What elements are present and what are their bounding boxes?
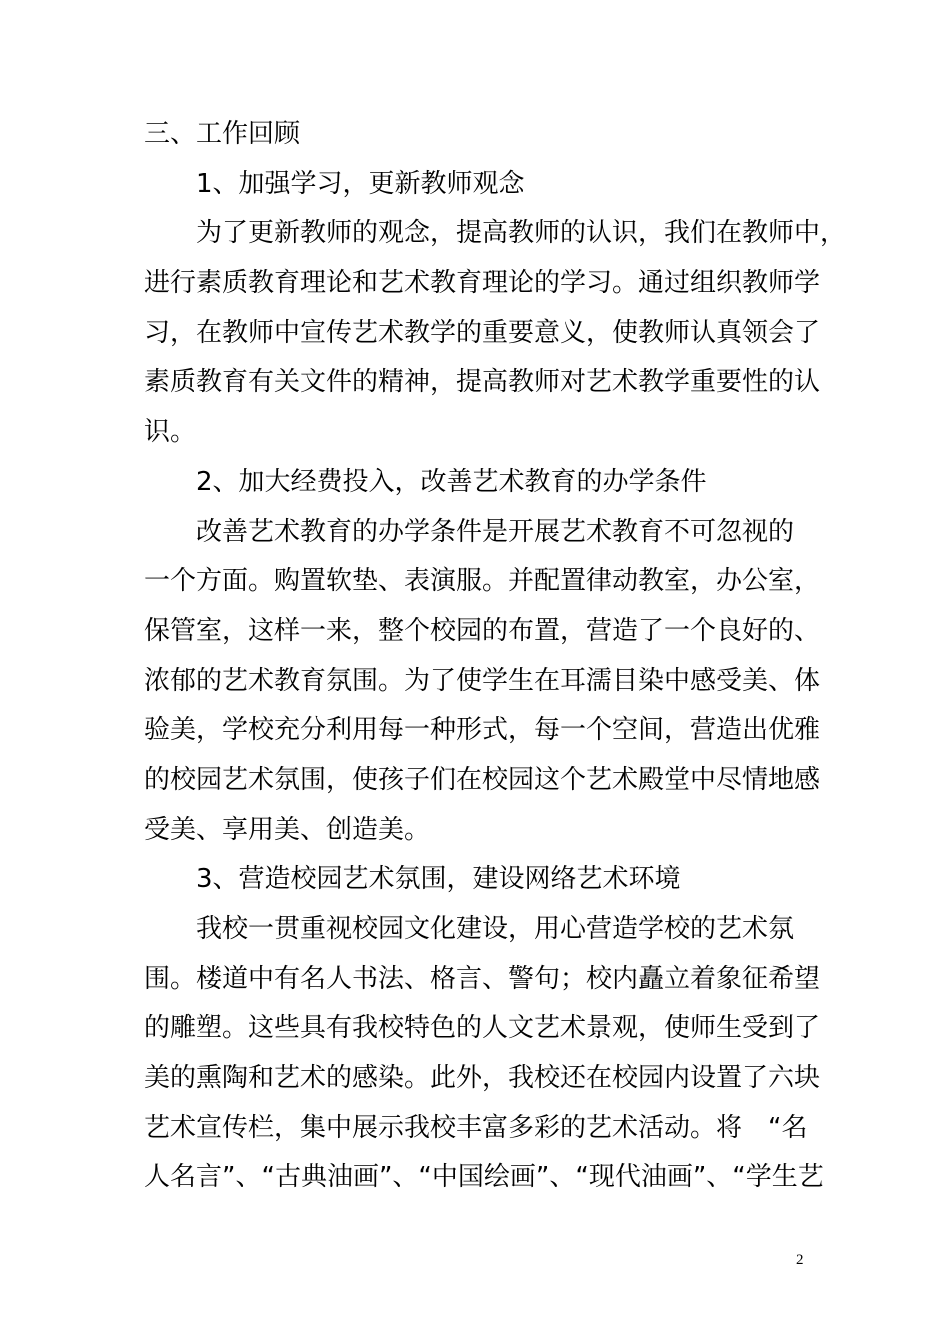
paragraph-line: 的雕塑。这些具有我校特色的人文艺术景观，使师生受到了 bbox=[144, 1013, 821, 1044]
paragraph-line: 进行素质教育理论和艺术教育理论的学习。通过组织教师学 bbox=[144, 268, 821, 299]
page-number: 2 bbox=[796, 1252, 804, 1268]
paragraph-line: 一个方面。购置软垫、表演服。并配置律动教室，办公室， bbox=[144, 566, 821, 597]
paragraph-line: 人名言”、“古典油画”、“中国绘画”、“现代油画”、“学生艺 bbox=[144, 1162, 824, 1193]
subheading-1: 1、加强学习，更新教师观念 bbox=[196, 168, 525, 199]
paragraph-line: 保管室，这样一来，整个校园的布置，营造了一个良好的、 bbox=[144, 615, 821, 646]
subheading-3: 3、营造校园艺术氛围，建设网络艺术环境 bbox=[196, 864, 681, 895]
paragraph-line: 的校园艺术氛围，使孩子们在校园这个艺术殿堂中尽情地感 bbox=[144, 764, 821, 795]
paragraph-line: 美的熏陶和艺术的感染。此外，我校还在校园内设置了六块 bbox=[144, 1063, 821, 1094]
paragraph-line: 围。楼道中有名人书法、格言、警句；校内矗立着象征希望 bbox=[144, 963, 821, 994]
paragraph-line: 浓郁的艺术教育氛围。为了使学生在耳濡目染中感受美、体 bbox=[144, 665, 821, 696]
paragraph-line: 识。 bbox=[144, 417, 197, 448]
paragraph-line: 改善艺术教育的办学条件是开展艺术教育不可忽视的 bbox=[196, 516, 795, 547]
paragraph-line: 验美，学校充分利用每一种形式，每一个空间，营造出优雅 bbox=[144, 715, 821, 746]
paragraph-line: 艺术宣传栏，集中展示我校丰富多彩的艺术活动。将 “名 bbox=[144, 1112, 808, 1143]
paragraph-line: 我校一贯重视校园文化建设，用心营造学校的艺术氛 bbox=[196, 914, 795, 944]
paragraph-line: 为了更新教师的观念，提高教师的认识，我们在教师中， bbox=[196, 218, 847, 249]
paragraph-line: 素质教育有关文件的精神，提高教师对艺术教学重要性的认 bbox=[144, 367, 821, 398]
subheading-2: 2、加大经费投入，改善艺术教育的办学条件 bbox=[196, 466, 707, 497]
paragraph-line: 受美、享用美、创造美。 bbox=[144, 814, 431, 845]
paragraph-line: 习，在教师中宣传艺术教学的重要意义，使教师认真领会了 bbox=[144, 317, 821, 348]
body-text bbox=[144, 110, 847, 1203]
section-heading: 三、工作回顾 bbox=[144, 119, 301, 149]
